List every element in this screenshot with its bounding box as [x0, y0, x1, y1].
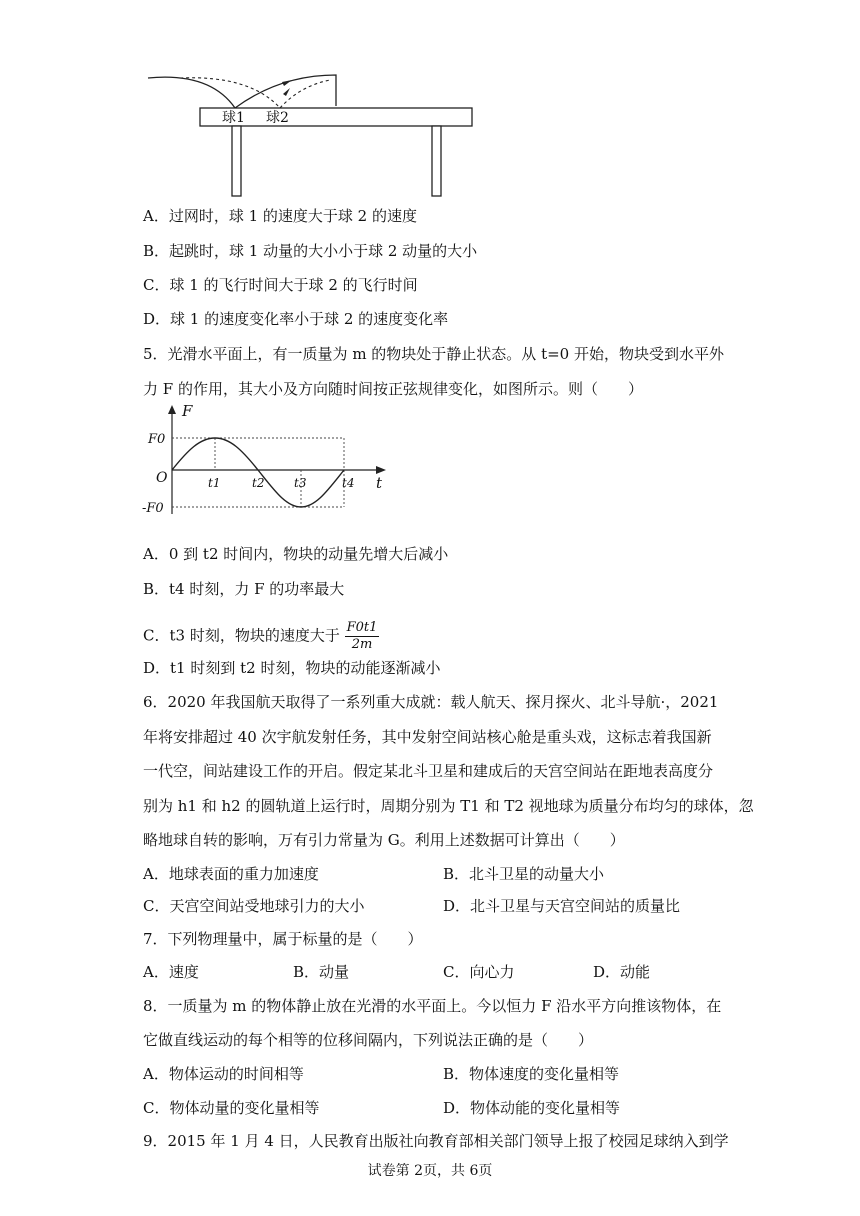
q5-option-b: B．t4 时刻，力 F 的功率最大 — [143, 580, 345, 598]
q5-option-a: A．0 到 t2 时间内，物块的动量先增大后减小 — [143, 545, 449, 563]
ball2-trajectory — [180, 78, 280, 108]
q5-option-c-fraction — [345, 620, 380, 653]
q7-stem: 7．下列物理量中，属于标量的是（ ） — [143, 930, 423, 948]
q9-stem-line1: 9．2015 年 1 月 4 日，人民教育出版社向教育部相关部门领导上报了校园足球纳入到学 — [143, 1132, 729, 1150]
fraction-denominator: 2m — [351, 637, 373, 652]
q4-option-a: A．过网时，球 1 的速度大于球 2 的速度 — [143, 207, 417, 225]
q6-stem-line2: 年将安排超过 40 次宇航发射任务，其中发射空间站核心舱是重头戏，这标志着我国新 — [143, 728, 712, 746]
table-leg-left — [232, 126, 241, 196]
tick-t1: t1 — [208, 476, 221, 490]
axis-label-t: t — [376, 474, 383, 492]
q8-option-d: D．物体动能的变化量相等 — [443, 1099, 621, 1117]
q5-option-c-text: C．t3 时刻，物块的速度大于 — [143, 626, 340, 645]
origin-label: O — [156, 470, 168, 486]
q5-stem-line2: 力 F 的作用，其大小及方向随时间按正弦规律变化，如图所示。则（ ） — [143, 380, 643, 398]
q7-option-a: A．速度 — [143, 963, 199, 981]
sine-curve — [172, 438, 344, 507]
ball1-trajectory — [148, 77, 235, 108]
q5-stem-line1: 5．光滑水平面上，有一质量为 m 的物块处于静止状态。从 t=0 开始，物块受到水平外 — [143, 345, 724, 363]
q6-stem-line4: 别为 h1 和 h2 的圆轨道上运行时，周期分别为 T1 和 T2 视地球为质量分布均匀的球体，忽 — [143, 797, 754, 815]
axis-label-f: F — [182, 402, 193, 420]
tick-t4: t4 — [342, 476, 355, 490]
q6-option-c: C．天宫空间站受地球引力的大小 — [143, 897, 365, 915]
q6-stem-line1: 6．2020 年我国航天取得了一系列重大成就：载人航天、探月探火、北斗导航·，2021 — [143, 693, 719, 711]
q6-stem-line5: 略地球自转的影响，万有引力常量为 G。利用上述数据可计算出（ ） — [143, 831, 625, 849]
q5-option-d: D．t1 时刻到 t2 时刻，物块的动能逐渐减小 — [143, 659, 441, 677]
q7-option-c: C．向心力 — [443, 963, 515, 981]
fraction-numerator: F0t1 — [346, 620, 378, 635]
q8-option-c: C．物体动量的变化量相等 — [143, 1099, 320, 1117]
page-footer: 试卷第 2页，共 6页 — [367, 1163, 493, 1179]
tick-t3: t3 — [294, 476, 307, 490]
ball1-label: 球1 — [222, 110, 245, 126]
q4-option-b: B．起跳时，球 1 动量的大小小于球 2 动量的大小 — [143, 242, 478, 260]
tick-t2: t2 — [252, 476, 265, 490]
q6-option-d: D．北斗卫星与天宫空间站的质量比 — [443, 897, 681, 915]
q7-option-b: B．动量 — [293, 963, 350, 981]
ball2-label: 球2 — [266, 110, 289, 126]
q4-option-c: C．球 1 的飞行时间大于球 2 的飞行时间 — [143, 276, 418, 294]
q6-stem-line3: 一代空，间站建设工作的开启。假定某北斗卫星和建成后的天宫空间站在距地表高度分 — [143, 762, 714, 780]
q4-option-d: D．球 1 的速度变化率小于球 2 的速度变化率 — [143, 310, 449, 328]
q8-option-b: B．物体速度的变化量相等 — [443, 1065, 620, 1083]
q6-option-b: B．北斗卫星的动量大小 — [443, 865, 605, 883]
q7-option-d: D．动能 — [593, 963, 651, 981]
force-time-graph — [140, 402, 400, 522]
q6-option-a: A．地球表面的重力加速度 — [143, 865, 319, 883]
q5-option-c — [143, 620, 379, 653]
ball2-trajectory-2 — [280, 80, 330, 108]
table-leg-right — [432, 126, 441, 196]
q8-option-a: A．物体运动的时间相等 — [143, 1065, 304, 1083]
q8-stem-line2: 它做直线运动的每个相等的位移间隔内，下列说法正确的是（ ） — [143, 1031, 594, 1049]
label-neg-f0: -F0 — [142, 501, 164, 516]
q8-stem-line1: 8．一质量为 m 的物体静止放在光滑的水平面上。今以恒力 F 沿水平方向推该物体，在 — [143, 997, 722, 1015]
label-f0: F0 — [148, 432, 166, 447]
table-tennis-figure — [140, 70, 480, 200]
